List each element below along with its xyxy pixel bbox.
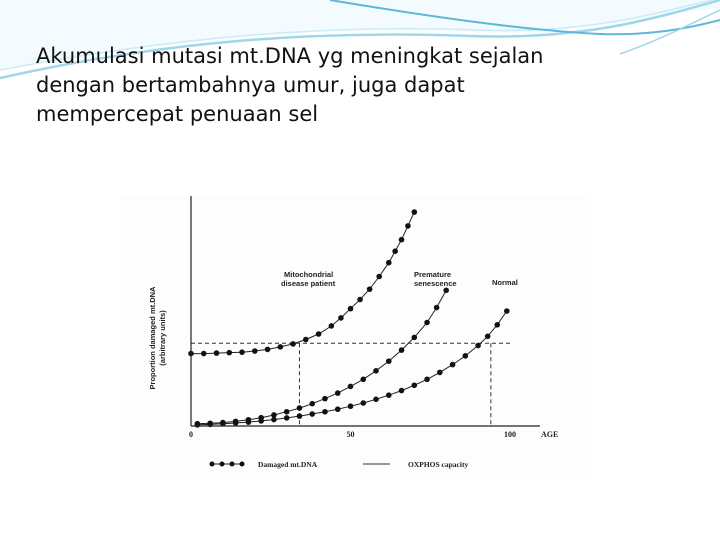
data-point [386,358,392,364]
data-point [357,297,363,303]
data-point [309,401,315,407]
data-point [214,350,220,356]
data-point [258,418,264,424]
data-point [367,286,373,292]
series-label-disease-line-1: Mitochondrial [284,270,334,279]
data-point [373,397,379,403]
data-point [434,305,440,311]
data-point [278,344,284,350]
data-point [348,403,354,409]
data-point [494,322,500,328]
y-axis-units: (arbitrary units) [158,310,167,366]
data-point [322,396,328,402]
damaged-mtdna-chart [120,196,590,480]
legend-marker-dot [210,462,215,467]
data-point [376,274,382,280]
data-point [450,362,456,368]
series-label-normal: Normal [492,278,518,287]
series-label-premature-line-1: Premature [414,270,452,279]
data-point [405,223,411,229]
data-point [322,409,328,415]
data-point [195,422,201,428]
slide-title [36,42,596,129]
data-point [463,353,469,359]
data-point [246,419,252,425]
data-point [303,337,309,343]
data-point [309,411,315,417]
data-point [329,323,335,329]
data-point [437,370,443,376]
series-label-premature [414,270,457,288]
x-tick-label: 0 [189,430,193,439]
data-point [316,331,322,337]
data-point [485,334,491,340]
data-point [348,384,354,390]
data-point [335,406,341,412]
legend-label-oxphos: OXPHOS capacity [408,460,469,469]
x-tick-label: 50 [346,430,355,439]
data-point [443,288,449,294]
data-point [424,320,430,326]
data-point [475,343,481,349]
series-2 [195,288,449,427]
data-point [412,335,418,341]
title-line-1: Akumulasi mutasi mt.DNA yg meningkat sejalan [36,44,544,68]
data-point [399,347,405,353]
data-point [265,347,271,353]
x-axis-label: AGE [541,430,559,439]
x-tick-label: 100 [504,430,516,439]
data-point [504,308,510,314]
legend [210,460,469,469]
data-point [348,306,354,312]
data-point [360,400,366,406]
legend-marker-dot [230,462,235,467]
y-axis-label: Proportion damaged mt.DNA [148,286,157,390]
data-point [239,349,245,355]
legend-marker-dot [220,462,225,467]
series-label-premature-line-2: senescence [414,279,457,288]
data-point [335,390,341,396]
series-label-disease [281,270,336,288]
data-point [392,248,398,254]
x-tick-labels [189,430,516,439]
data-point [338,315,344,321]
data-point [290,341,296,347]
legend-marker-damaged [210,462,245,467]
data-point [201,351,207,357]
data-point [412,382,418,388]
data-point [360,377,366,383]
data-point [386,260,392,266]
data-point [226,350,232,356]
title-line-3: mempercepat penuaan sel [36,102,319,126]
data-point [399,388,405,394]
data-point [399,237,405,243]
data-point [297,405,303,411]
data-point [424,377,430,383]
data-point [271,417,277,423]
series-group [188,209,509,427]
data-point [386,392,392,398]
title-line-2: dengan bertambahnya umur, juga dapat [36,73,465,97]
data-point [373,368,379,374]
legend-marker-dot [240,462,245,467]
series-2-line [197,290,446,423]
series-3 [195,308,510,427]
data-point [284,415,290,421]
data-point [412,209,418,215]
data-point [297,413,303,419]
data-point [252,348,258,354]
legend-label-damaged: Damaged mt.DNA [258,460,318,469]
data-point [233,420,239,426]
series-label-disease-line-2: disease patient [281,279,336,288]
data-point [284,409,290,415]
